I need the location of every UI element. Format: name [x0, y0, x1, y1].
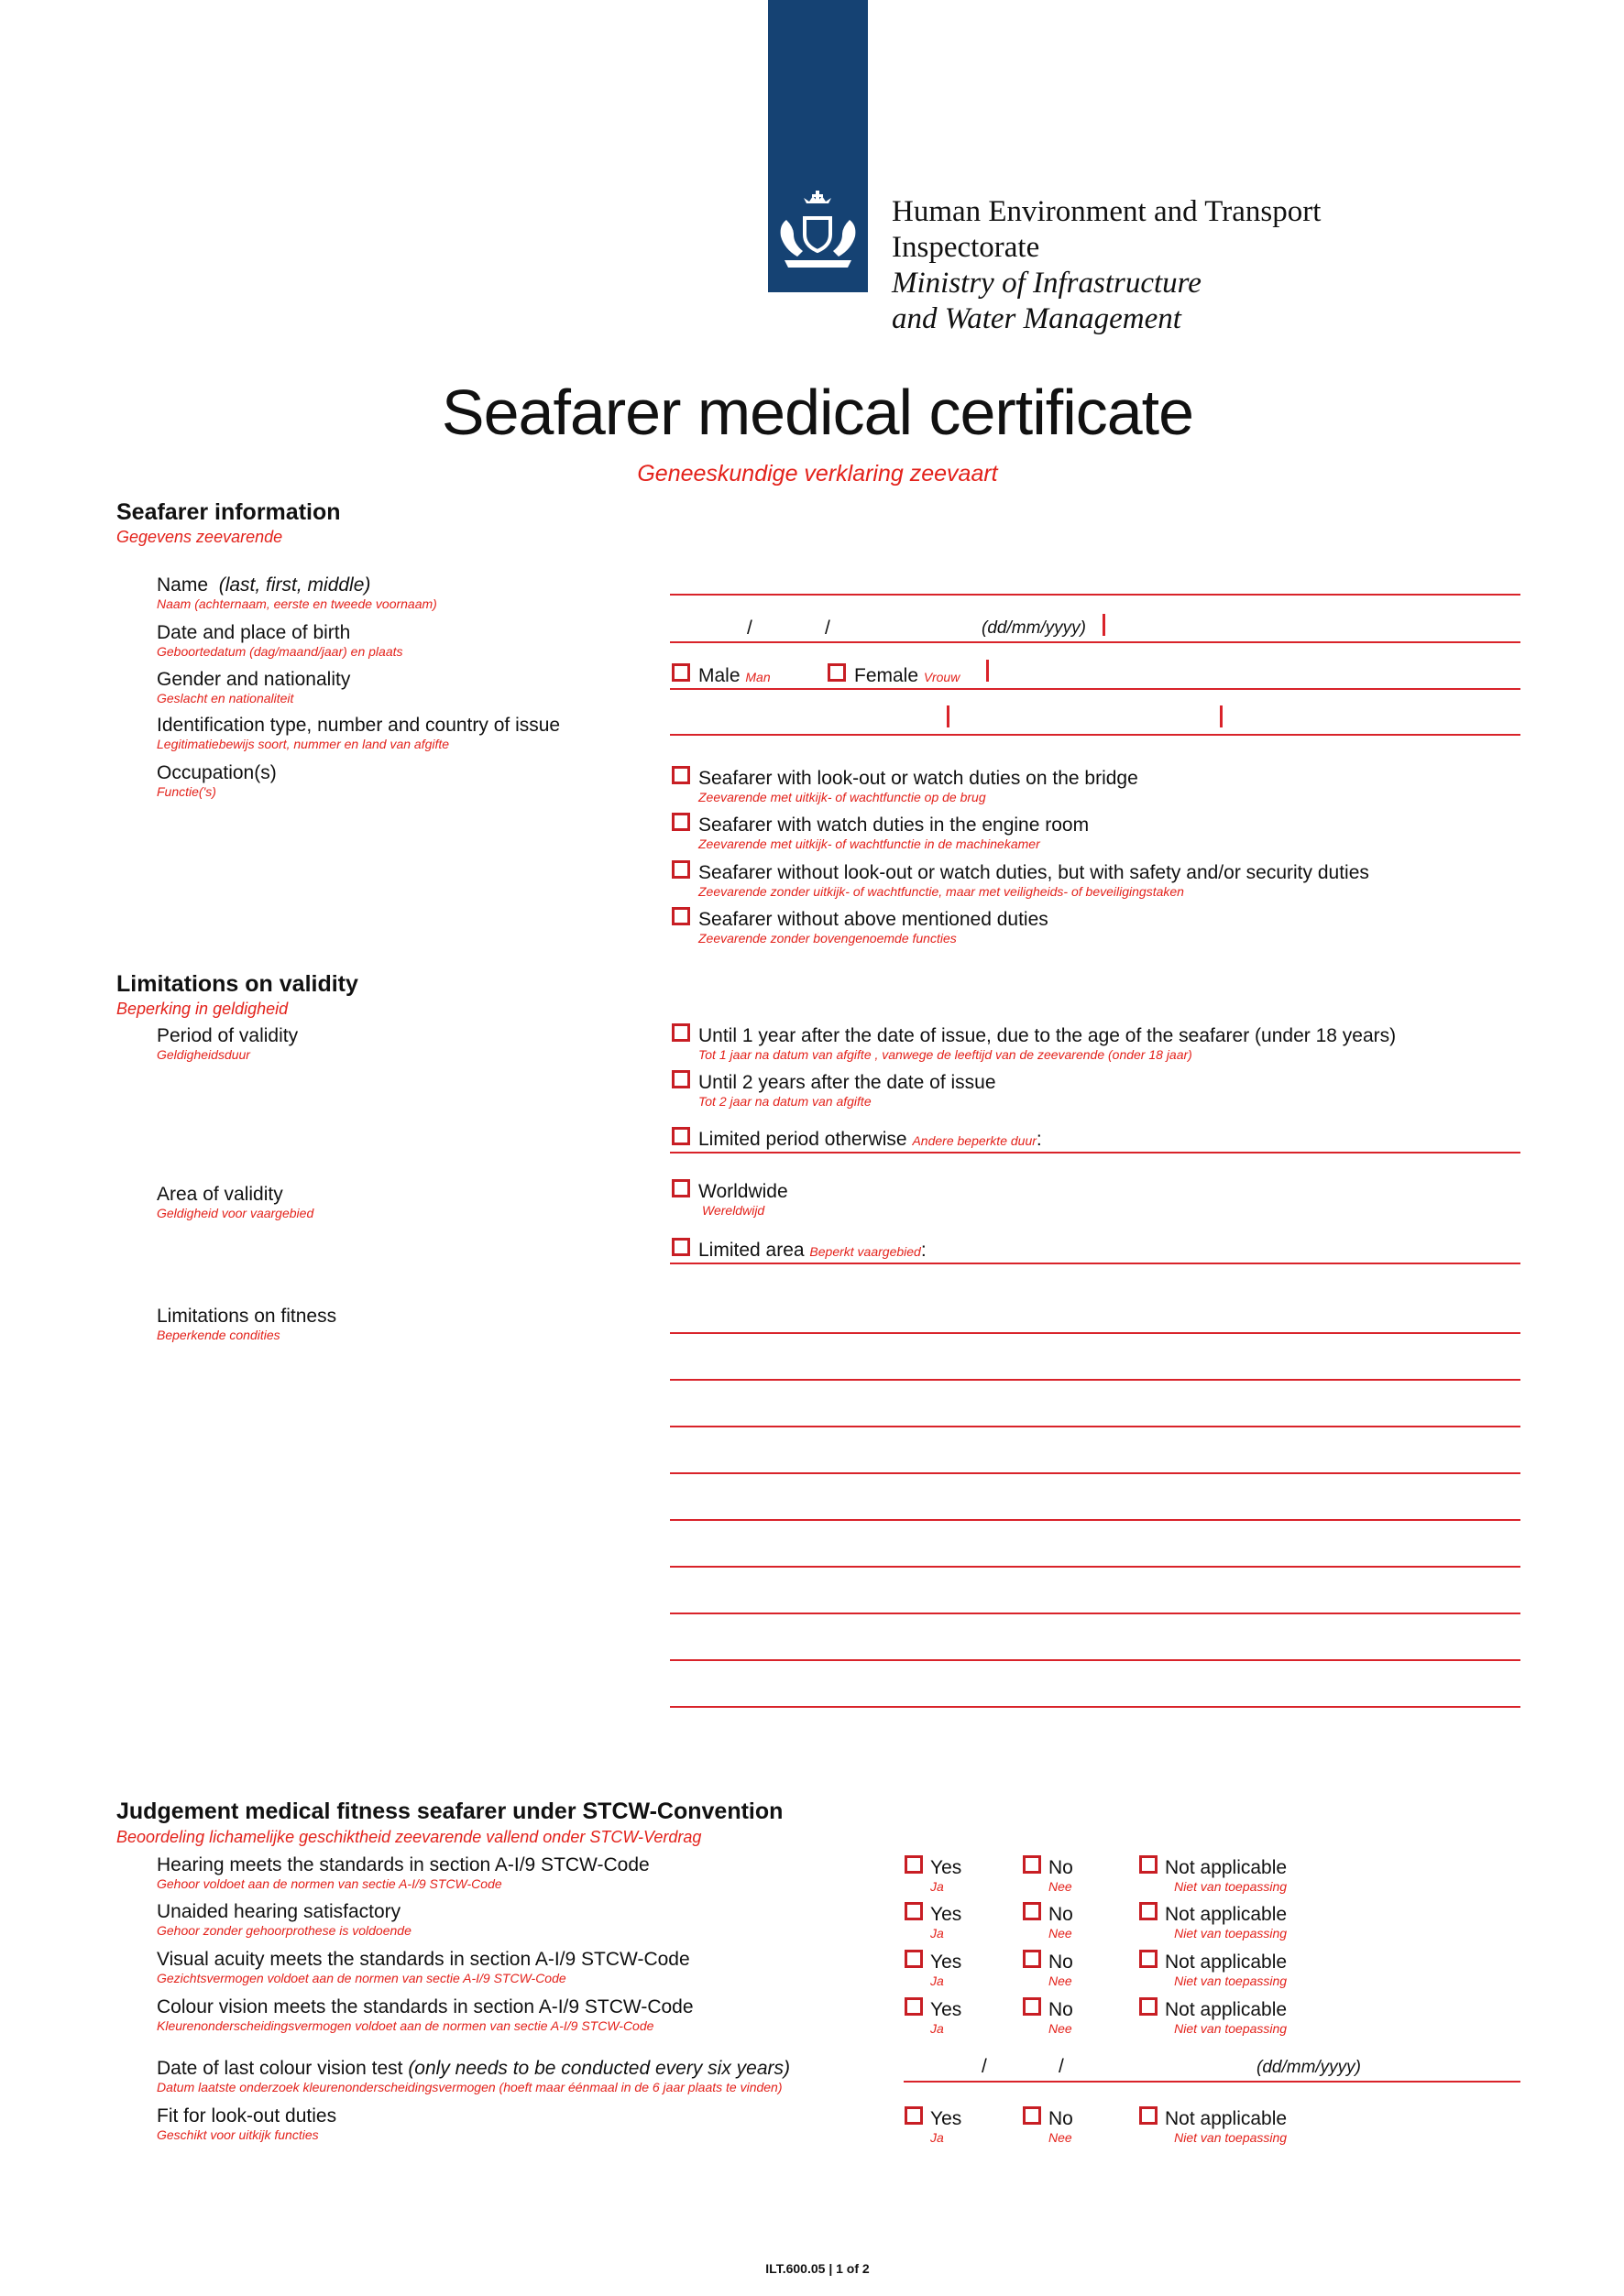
gender-label [157, 669, 350, 705]
lookout-no-checkbox[interactable] [1023, 2106, 1041, 2125]
section-heading-limitations: Limitations on validity [116, 971, 358, 997]
date-format-hint: (dd/mm/yyyy) [982, 618, 1086, 638]
period-checkbox-2-years[interactable] [672, 1070, 690, 1088]
occupation-option-sub: Zeevarende zonder uitkijk- of wachtfunctie, maar met veiligheids- of beveiligingstaken [698, 884, 1184, 899]
judgement-row-label [157, 1949, 690, 1985]
birth-label-text: Date and place of birth [157, 622, 351, 643]
occupation-option [698, 815, 1089, 851]
judgement-row-label [157, 1854, 650, 1891]
page-footer [0, 2261, 1624, 2276]
area-option [698, 1181, 788, 1218]
no-option [1048, 1999, 1073, 2036]
period-option-label: Until 1 year after the date of issue, due to the age of the seafarer (under 18 years) [698, 1025, 1397, 1046]
judgement-row-label-text: Colour vision meets the standards in section A-I/9 STCW-Code [157, 1996, 694, 2017]
yes-label-sub: Ja [930, 1973, 944, 1988]
area-option-label: Worldwide [698, 1181, 788, 1202]
no-label-sub: Nee [1048, 1879, 1072, 1894]
period-option [698, 1129, 1042, 1151]
no-label: No [1048, 1952, 1073, 1973]
name-label-text: Name [157, 574, 209, 596]
fitness-limitations-label-sub: Beperkende condities [157, 1328, 280, 1342]
female-checkbox[interactable] [828, 663, 846, 682]
female-option [854, 665, 960, 687]
male-label: Male [698, 665, 741, 686]
occupation-label-sub: Functie('s) [157, 784, 216, 799]
org-name-line1: Human Environment and Transport [892, 195, 1322, 228]
area-label-text: Area of validity [157, 1184, 283, 1205]
period-checkbox-otherwise[interactable] [672, 1127, 690, 1145]
occupation-option-sub: Zeevarende met uitkijk- of wachtfunctie op de brug [698, 790, 986, 804]
area-label [157, 1184, 313, 1220]
fitness-limitations-line[interactable] [670, 1566, 1520, 1568]
fitness-limitations-line[interactable] [670, 1426, 1520, 1427]
period-option-label: Until 2 years after the date of issue [698, 1072, 996, 1093]
fitness-limitations-line[interactable] [670, 1706, 1520, 1708]
colour-vision-na-checkbox[interactable] [1139, 1997, 1158, 2016]
no-label: No [1048, 2108, 1073, 2129]
visual-acuity-yes-checkbox[interactable] [905, 1950, 923, 1968]
no-option [1048, 2108, 1073, 2145]
no-option [1048, 1952, 1073, 1988]
period-option-sub: Tot 1 jaar na datum van afgifte , vanwege de leeftijd van de zeevarende (onder 18 jaar) [698, 1047, 1192, 1062]
unaided-hearing-no-checkbox[interactable] [1023, 1902, 1041, 1920]
yes-label-sub: Ja [930, 1879, 944, 1894]
hearing-na-checkbox[interactable] [1139, 1855, 1158, 1874]
page-subtitle: Geneeskundige verklaring zeevaart [637, 461, 998, 487]
birth-label-sub: Geboortedatum (dag/maand/jaar) en plaats [157, 644, 403, 659]
judgement-row-label-text: Hearing meets the standards in section A-I/9 STCW-Code [157, 1854, 650, 1875]
hearing-yes-checkbox[interactable] [905, 1855, 923, 1874]
field-divider [947, 705, 949, 727]
yes-label: Yes [930, 1999, 962, 2020]
judgement-row-label-sub: Gehoor zonder gehoorprothese is voldoende [157, 1923, 411, 1938]
no-label: No [1048, 1857, 1073, 1878]
identification-label-text: Identification type, number and country of issue [157, 715, 561, 736]
fitness-limitations-line[interactable] [670, 1613, 1520, 1614]
fitness-limitations-line[interactable] [670, 1472, 1520, 1474]
field-divider [1103, 614, 1105, 636]
form-code: ILT.600.05 [765, 2261, 826, 2276]
footer-separator: | [828, 2261, 833, 2276]
yes-label-sub: Ja [930, 1926, 944, 1941]
occupation-label [157, 762, 277, 799]
yes-label: Yes [930, 2108, 962, 2129]
yes-option [930, 2108, 961, 2145]
lookout-label-sub: Geschikt voor uitkijk functies [157, 2127, 319, 2142]
no-label: No [1048, 1904, 1073, 1925]
no-option [1048, 1857, 1073, 1894]
judgement-row-label-sub: Gehoor voldoet aan de normen van sectie A-I/9 STCW-Code [157, 1876, 502, 1891]
occupation-option-sub: Zeevarende met uitkijk- of wachtfunctie in de machinekamer [698, 836, 1040, 851]
fitness-limitations-line[interactable] [670, 1659, 1520, 1661]
na-label-sub: Niet van toepassing [1174, 1926, 1288, 1941]
colon: : [1036, 1129, 1042, 1150]
visual-acuity-no-checkbox[interactable] [1023, 1950, 1041, 1968]
occupation-checkbox-safety[interactable] [672, 860, 690, 879]
male-label-sub: Man [745, 670, 771, 684]
nationality-field[interactable] [670, 688, 1520, 690]
area-option-sub: Beperkt vaargebied [809, 1244, 921, 1259]
visual-acuity-na-checkbox[interactable] [1139, 1950, 1158, 1968]
section-subheading-seafarer-info: Gegevens zeevarende [116, 528, 283, 546]
fitness-limitations-line[interactable] [670, 1332, 1520, 1334]
field-divider [986, 660, 989, 682]
no-label-sub: Nee [1048, 2021, 1072, 2036]
judgement-row-label [157, 1901, 411, 1938]
judgement-row-label [157, 2105, 336, 2142]
na-option [1165, 1999, 1287, 2036]
yes-option [930, 1857, 961, 1894]
na-label-sub: Niet van toepassing [1174, 2130, 1288, 2145]
period-label [157, 1025, 298, 1062]
occupation-option-label: Seafarer with watch duties in the engine room [698, 815, 1090, 836]
area-option-sub: Wereldwijd [702, 1203, 765, 1218]
area-checkbox-limited[interactable] [672, 1238, 690, 1256]
no-label: No [1048, 1999, 1073, 2020]
yes-option [930, 1952, 961, 1988]
occupation-checkbox-none[interactable] [672, 907, 690, 925]
section-subheading-limitations: Beperking in geldigheid [116, 1000, 289, 1018]
period-option-sub: Andere beperkte duur [912, 1133, 1037, 1148]
lookout-yes-checkbox[interactable] [905, 2106, 923, 2125]
judgement-row-label-sub: Gezichtsvermogen voldoet aan de normen van sectie A-I/9 STCW-Code [157, 1971, 566, 1985]
name-label-note: (last, first, middle) [218, 574, 371, 596]
na-option [1165, 1904, 1287, 1941]
na-option [1165, 2108, 1287, 2145]
occupation-option-label: Seafarer with look-out or watch duties on the bridge [698, 768, 1138, 789]
birth-label [157, 622, 403, 659]
lookout-na-checkbox[interactable] [1139, 2106, 1158, 2125]
org-name-line2: Inspectorate [892, 231, 1040, 264]
na-label: Not applicable [1165, 1999, 1288, 2020]
colour-test-label-sub: Datum laatste onderzoek kleurenonderscheidingsvermogen (hoeft maar éénmaal in de 6 jaar plaats te vinden) [157, 2080, 783, 2094]
colour-test-label-note: (only needs to be conducted every six years) [408, 2058, 791, 2079]
gender-label-text: Gender and nationality [157, 669, 351, 690]
period-option [698, 1025, 1396, 1062]
page-number: 1 of 2 [836, 2261, 870, 2276]
fitness-limitations-line[interactable] [670, 1519, 1520, 1521]
area-label-sub: Geldigheid voor vaargebied [157, 1206, 314, 1220]
na-label: Not applicable [1165, 1857, 1288, 1878]
colour-test-date-label [157, 2058, 790, 2094]
period-option [698, 1072, 996, 1109]
colour-test-label-text: Date of last colour vision test [157, 2058, 403, 2079]
male-option [698, 665, 771, 687]
occupation-option [698, 768, 1138, 804]
fitness-limitations-label-text: Limitations on fitness [157, 1306, 337, 1327]
yes-label: Yes [930, 1952, 962, 1973]
logo-ribbon [768, 0, 868, 292]
colon: : [920, 1240, 927, 1261]
fitness-limitations-label [157, 1306, 336, 1342]
na-option [1165, 1952, 1287, 1988]
yes-option [930, 1999, 961, 2036]
period-option-sub: Tot 2 jaar na datum van afgifte [698, 1094, 872, 1109]
colour-test-date-field[interactable] [904, 2081, 1520, 2083]
judgement-row-label [157, 1996, 694, 2033]
date-separator: / [747, 618, 752, 639]
yes-label-sub: Ja [930, 2130, 944, 2145]
lookout-label-text: Fit for look-out duties [157, 2105, 337, 2127]
judgement-row-label-sub: Kleurenonderscheidingsvermogen voldoet aan de normen van sectie A-I/9 STCW-Code [157, 2018, 654, 2033]
colour-vision-no-checkbox[interactable] [1023, 1997, 1041, 2016]
fitness-limitations-line[interactable] [670, 1379, 1520, 1381]
unaided-hearing-yes-checkbox[interactable] [905, 1902, 923, 1920]
area-option [698, 1240, 927, 1262]
occupation-checkbox-engine-room[interactable] [672, 813, 690, 831]
area-option-label: Limited area [698, 1240, 805, 1261]
male-checkbox[interactable] [672, 663, 690, 682]
occupation-option [698, 909, 1048, 946]
occupation-option-sub: Zeevarende zonder bovengenoemde functies [698, 931, 957, 946]
occupation-checkbox-bridge[interactable] [672, 766, 690, 784]
page-title: Seafarer medical certificate [441, 377, 1194, 448]
date-separator: / [982, 2056, 987, 2077]
yes-label: Yes [930, 1857, 962, 1878]
identification-label-sub: Legitimatiebewijs soort, nummer en land van afgifte [157, 737, 450, 751]
section-heading-judgement: Judgement medical fitness seafarer under STCW-Convention [116, 1799, 784, 1824]
period-otherwise-field[interactable] [670, 1152, 1520, 1153]
section-heading-seafarer-info: Seafarer information [116, 499, 341, 525]
date-format-hint: (dd/mm/yyyy) [1256, 2058, 1361, 2077]
female-label-sub: Vrouw [923, 670, 960, 684]
judgement-row-label-text: Visual acuity meets the standards in section A-I/9 STCW-Code [157, 1949, 690, 1970]
occupation-option [698, 862, 1369, 899]
name-field[interactable] [670, 594, 1520, 596]
na-label-sub: Niet van toepassing [1174, 1973, 1288, 1988]
identification-label [157, 715, 560, 751]
field-divider [1220, 705, 1223, 727]
coat-of-arms-icon [768, 0, 868, 292]
yes-label-sub: Ja [930, 2021, 944, 2036]
limited-area-field[interactable] [670, 1263, 1520, 1264]
na-option [1165, 1857, 1287, 1894]
no-label-sub: Nee [1048, 1973, 1072, 1988]
na-label: Not applicable [1165, 2108, 1288, 2129]
occupation-label-text: Occupation(s) [157, 762, 277, 783]
na-label-sub: Niet van toepassing [1174, 2021, 1288, 2036]
identification-field[interactable] [670, 734, 1520, 736]
no-label-sub: Nee [1048, 2130, 1072, 2145]
date-separator: / [825, 618, 830, 639]
na-label: Not applicable [1165, 1952, 1288, 1973]
period-option-label: Limited period otherwise [698, 1129, 907, 1150]
no-option [1048, 1904, 1073, 1941]
na-label-sub: Niet van toepassing [1174, 1879, 1288, 1894]
section-subheading-judgement: Beoordeling lichamelijke geschiktheid zeevarende vallend onder STCW-Verdrag [116, 1828, 702, 1846]
area-checkbox-worldwide[interactable] [672, 1179, 690, 1197]
na-label: Not applicable [1165, 1904, 1288, 1925]
hearing-no-checkbox[interactable] [1023, 1855, 1041, 1874]
female-label: Female [854, 665, 919, 686]
period-label-text: Period of validity [157, 1025, 299, 1046]
gender-label-sub: Geslacht en nationaliteit [157, 691, 294, 705]
judgement-row-label-text: Unaided hearing satisfactory [157, 1901, 401, 1922]
ministry-name-line2: and Water Management [892, 302, 1181, 335]
colour-vision-yes-checkbox[interactable] [905, 1997, 923, 2016]
unaided-hearing-na-checkbox[interactable] [1139, 1902, 1158, 1920]
date-separator: / [1059, 2056, 1064, 2077]
yes-option [930, 1904, 961, 1941]
period-checkbox-1-year[interactable] [672, 1023, 690, 1042]
ministry-name-line1: Ministry of Infrastructure [892, 267, 1202, 300]
occupation-option-label: Seafarer without above mentioned duties [698, 909, 1048, 930]
yes-label: Yes [930, 1904, 962, 1925]
period-label-sub: Geldigheidsduur [157, 1047, 250, 1062]
name-label [157, 574, 437, 611]
birth-field[interactable] [670, 641, 1520, 643]
occupation-option-label: Seafarer without look-out or watch duties, but with safety and/or security duties [698, 862, 1369, 883]
name-label-sub: Naam (achternaam, eerste en tweede voornaam) [157, 596, 437, 611]
no-label-sub: Nee [1048, 1926, 1072, 1941]
